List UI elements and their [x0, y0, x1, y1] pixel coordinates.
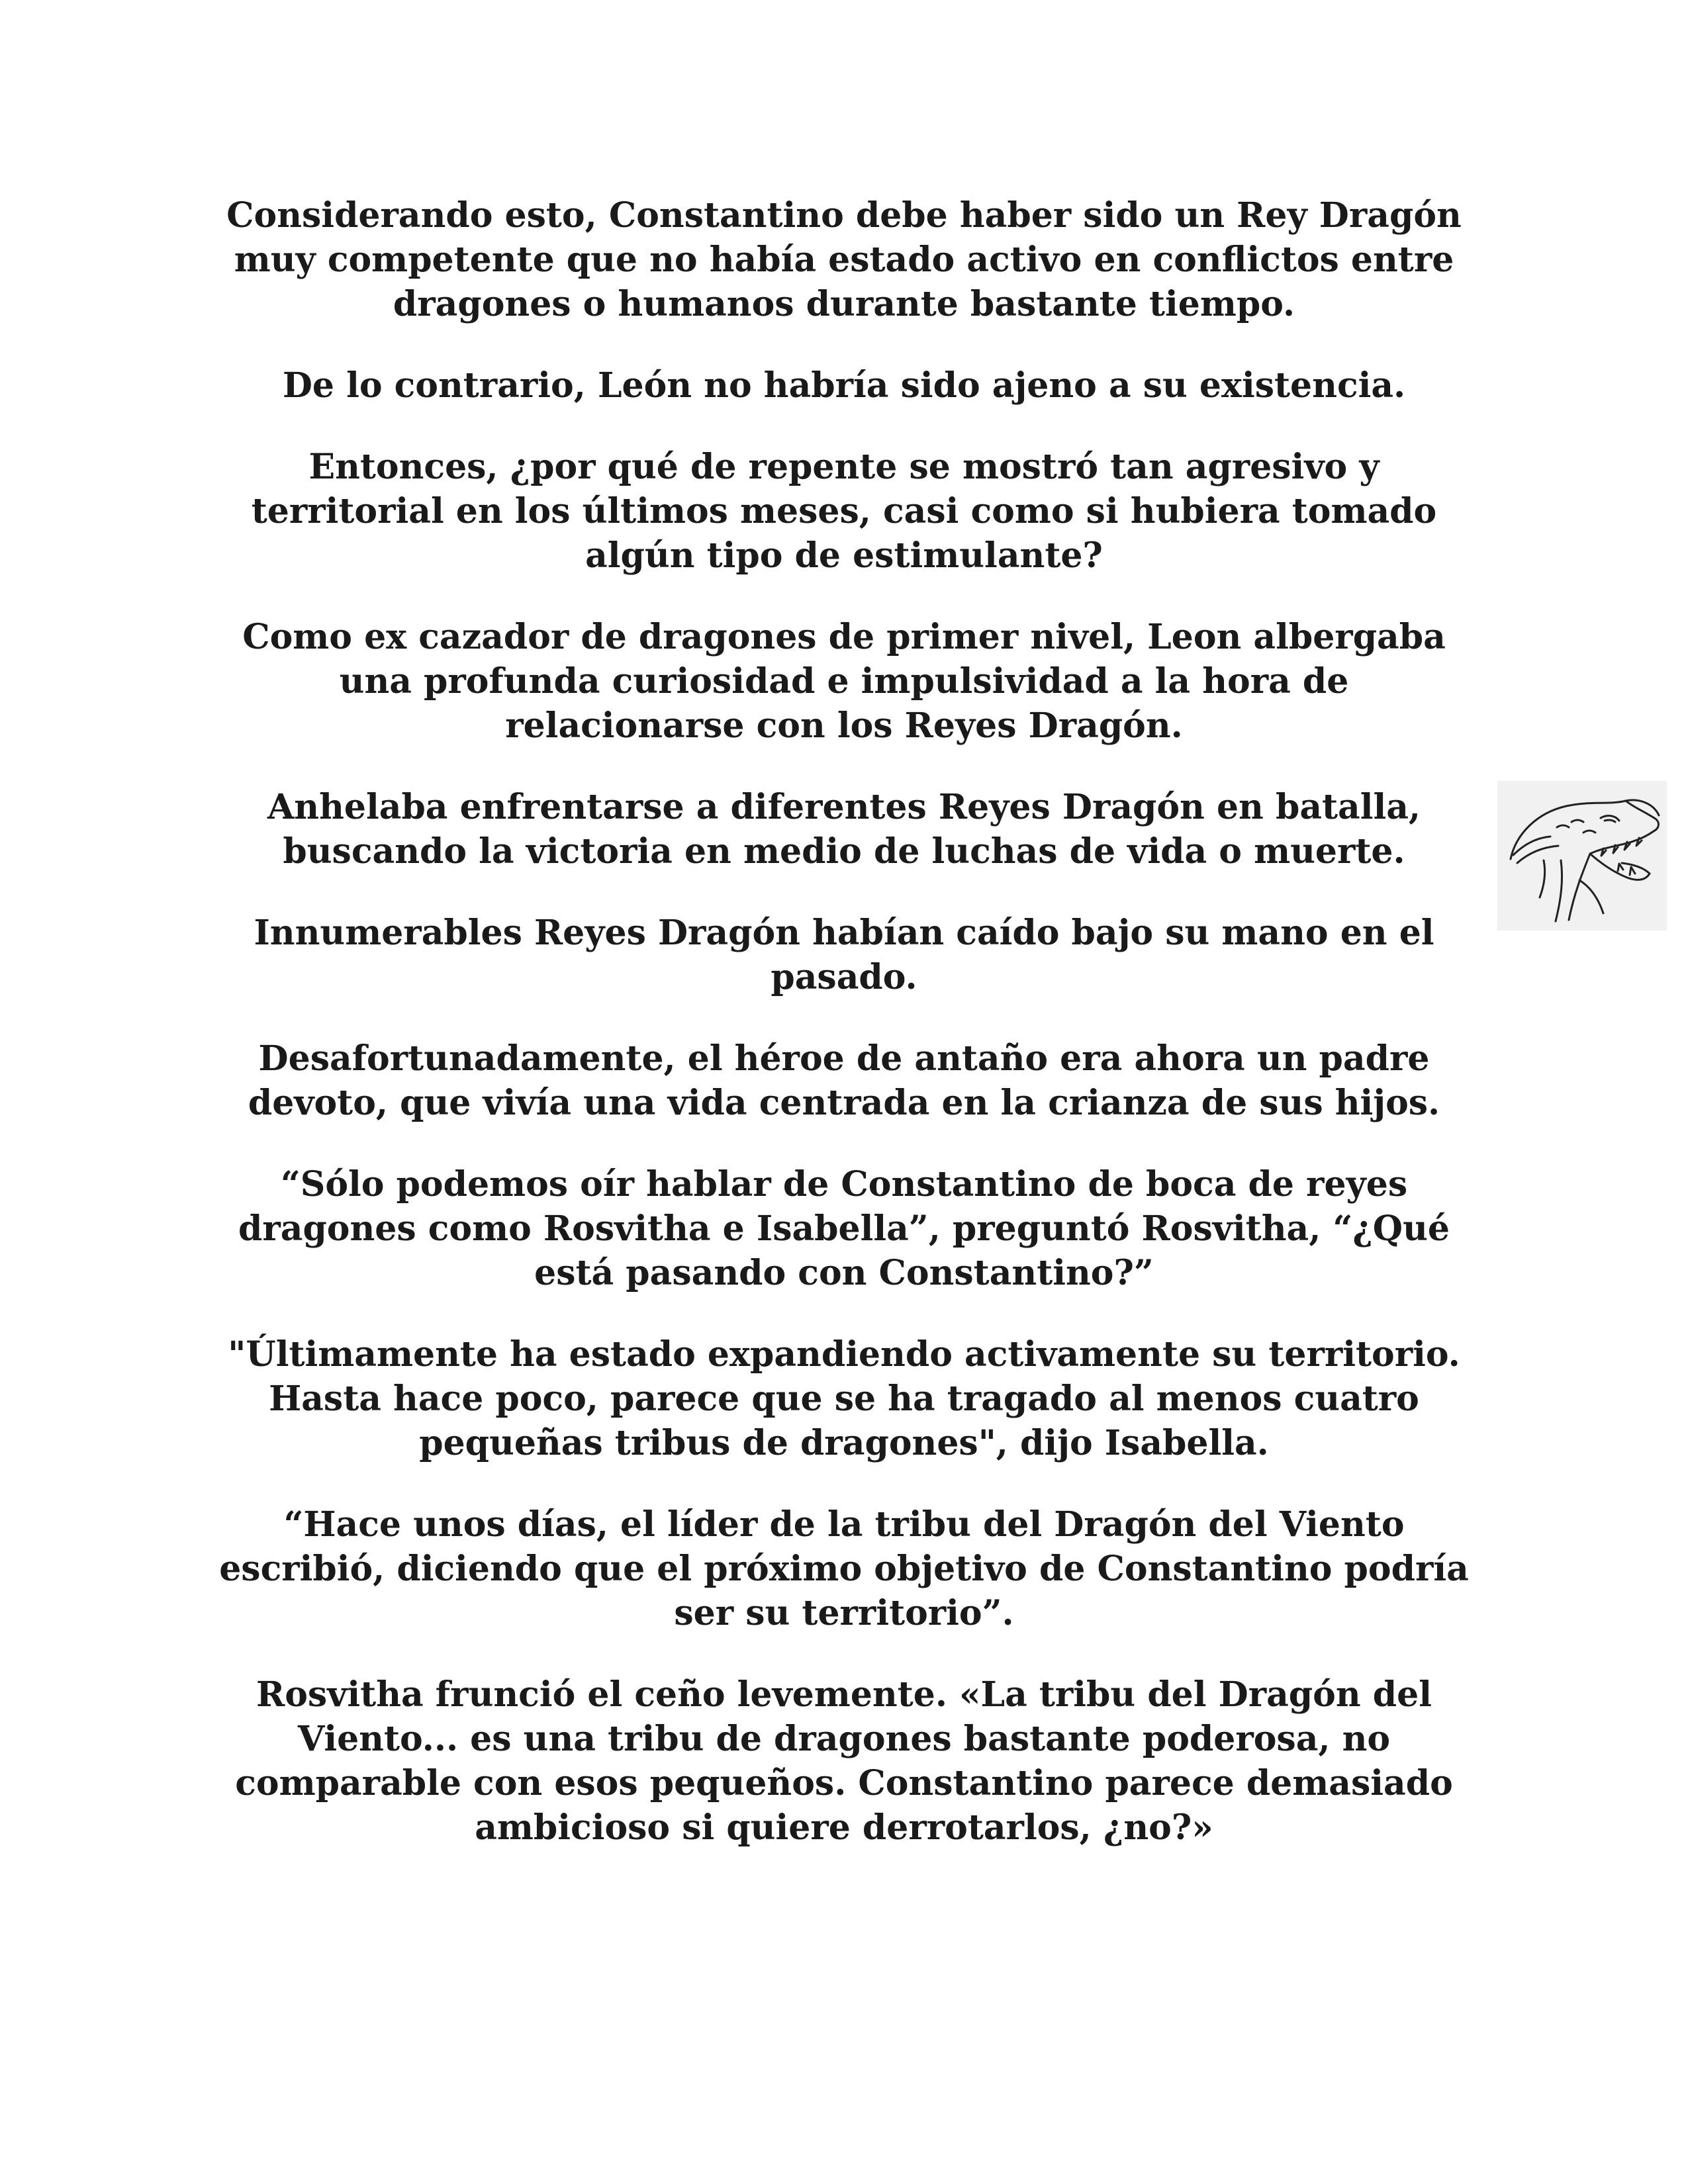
- paragraph-5: Anhelaba enfrentarse a diferentes Reyes Dragón en batalla, buscando la victoria en medio de luchas de vida o muerte.: [267, 787, 1421, 872]
- paragraph-9: "Últimamente ha estado expandiendo activamente su territorio. Hasta hace poco, parece que se ha tragado al menos cuatro pequeñas tribus de dragones", dijo Isabella.: [228, 1334, 1460, 1463]
- paragraph-2: De lo contrario, León no habría sido ajeno a su existencia.: [282, 365, 1406, 406]
- story-text: [218, 193, 1470, 1887]
- paragraph-6: Innumerables Reyes Dragón habían caído bajo su mano en el pasado.: [254, 913, 1434, 997]
- paragraph-4: Como ex cazador de dragones de primer nivel, Leon albergaba una profunda curiosidad e impulsividad a la hora de relacionarse con los Reyes Dragón.: [242, 617, 1446, 746]
- paragraph-3: Entonces, ¿por qué de repente se mostró tan agresivo y territorial en los últimos meses, casi como si hubiera tomado algún tipo de estimulante?: [251, 447, 1437, 576]
- paragraph-1: Considerando esto, Constantino debe haber sido un Rey Dragón muy competente que no había estado activo en conflictos entre dragones o humanos durante bastante tiempo.: [226, 195, 1462, 324]
- paragraph-11: Rosvitha frunció el ceño levemente. «La tribu del Dragón del Viento... es una tribu de dragones bastante poderosa, no comparable con esos pequeños. Constantino parece demasiado ambicioso si quiere derrotarlos, ¿no?»: [235, 1674, 1453, 1848]
- paragraph-8: “Sólo podemos oír hablar de Constantino de boca de reyes dragones como Rosvitha e Isabella”, preguntó Rosvitha, “¿Qué está pasando con Constantino?”: [238, 1164, 1450, 1293]
- paragraph-7: Desafortunadamente, el héroe de antaño era ahora un padre devoto, que vivía una vida centrada en la crianza de sus hijos.: [248, 1038, 1440, 1123]
- paragraph-10: “Hace unos días, el líder de la tribu del Dragón del Viento escribió, diciendo que el próximo objetivo de Constantino podría ser su territorio”.: [219, 1504, 1469, 1633]
- dragon-head-sketch-icon: [1497, 781, 1667, 931]
